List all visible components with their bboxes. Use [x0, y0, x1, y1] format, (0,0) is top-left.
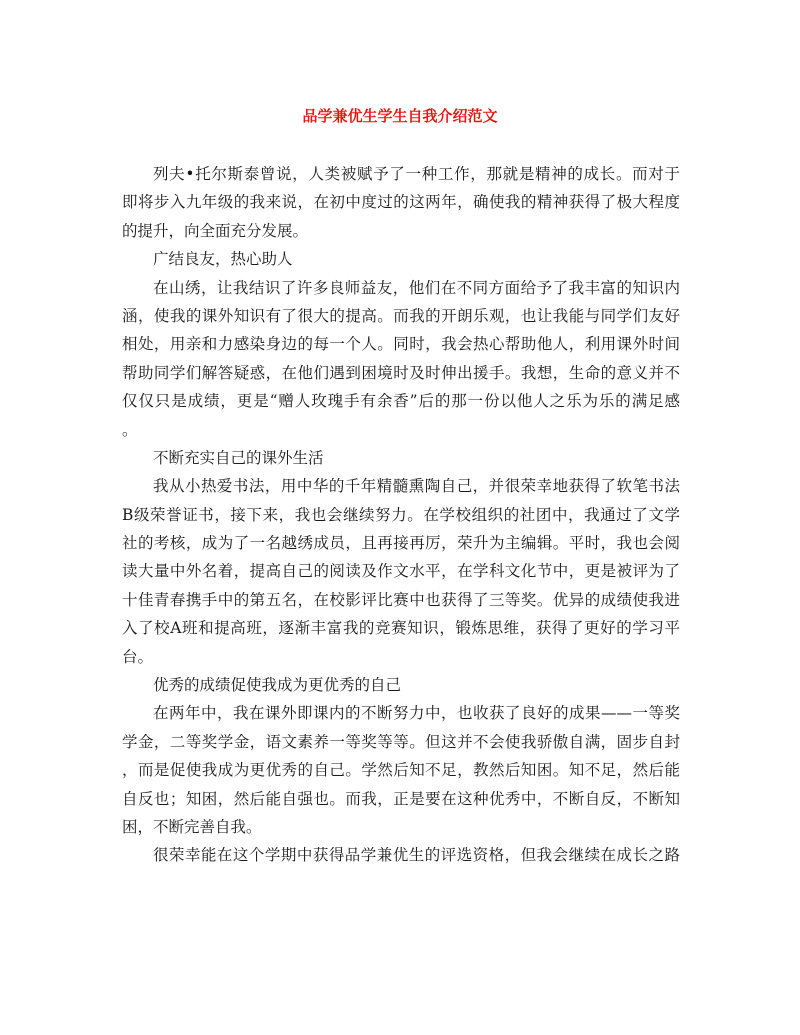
text-line: 不断充实自己的课外生活	[153, 448, 324, 467]
text-line: 困，不断完善自我。	[122, 817, 262, 836]
text-line: 即将步入九年级的我来说，在初中度过的这两年，确使我的精神获得了极大程度	[122, 193, 680, 212]
text-line: 学金，二等奖学金，语文素养一等奖等等。但这并不会使我骄傲自满，固步自封	[122, 732, 680, 751]
text-line: 广结良友，热心助人	[153, 250, 293, 269]
text-line: 社的考核，成为了一名越绣成员，且再接再厉，荣升为主编辑。平时，我也会阅	[122, 534, 680, 553]
text-line: 涵，使我的课外知识有了很大的提高。而我的开朗乐观，也让我能与同学们友好	[122, 306, 680, 325]
text-line: 。	[122, 420, 138, 439]
text-line: 相处，用亲和力感染身边的每一个人。同时，我会热心帮助他人，利用课外时间	[122, 335, 680, 354]
text-line: 台。	[122, 647, 154, 666]
text-line: ，而是促使我成为更优秀的自己。学然后知不足，教然后知困。知不足，然后能	[122, 761, 680, 780]
text-line: 优秀的成绩促使我成为更优秀的自己	[153, 676, 402, 695]
text-line: 十佳青春携手中的第五名，在校影评比赛中也获得了三等奖。优异的成绩使我进	[122, 590, 680, 609]
text-line: 入了校A班和提高班，逐渐丰富我的竞赛知识，锻炼思维，获得了更好的学习平	[122, 619, 680, 638]
text-line: 在两年中，我在课外即课内的不断努力中，也收获了良好的成果——一等奖	[153, 704, 680, 723]
text-line: 自反也；知困，然后能自强也。而我，正是要在这种优秀中，不断自反，不断知	[122, 789, 680, 808]
text-line: 帮助同学们解答疑惑，在他们遇到困境时及时伸出援手。我想，生命的意义并不	[122, 363, 680, 382]
text-line: 的提升，向全面充分发展。	[122, 221, 309, 240]
text-line: 我从小热爱书法，用中华的千年精髓熏陶自己，并很荣幸地获得了软笔书法	[153, 477, 680, 496]
text-line: 读大量中外名着，提高自己的阅读及作文水平，在学科文化节中，更是被评为了	[122, 562, 680, 581]
document-title: 品学兼优生学生自我介绍范文	[302, 107, 498, 125]
document-body	[122, 160, 680, 870]
text-line: 列夫•托尔斯泰曾说，人类被赋予了一种工作，那就是精神的成长。而对于	[153, 165, 680, 183]
text-line: B级荣誉证书，接下来，我也会继续努力。在学校组织的社团中，我通过了文学	[122, 505, 680, 524]
text-line: 在山绣，让我结识了许多良师益友，他们在不同方面给予了我丰富的知识内	[153, 278, 680, 297]
text-line: 很荣幸能在这个学期中获得品学兼优生的评选资格，但我会继续在成长之路	[153, 846, 680, 865]
text-line: 仅仅只是成绩，更是“赠人玫瑰手有余香”后的那一份以他人之乐为乐的满足感	[122, 392, 680, 411]
